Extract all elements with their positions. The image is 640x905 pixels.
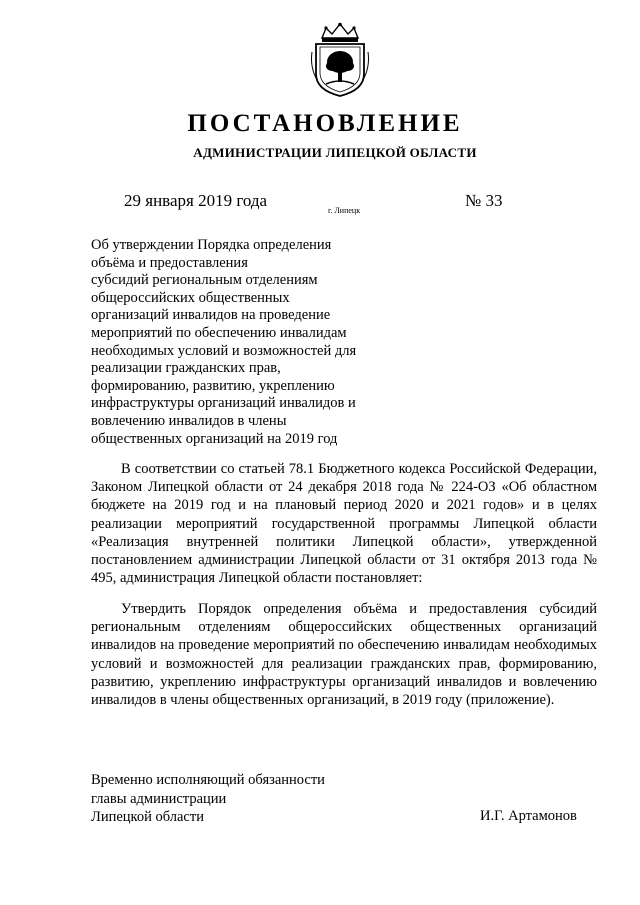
subject-line: субсидий региональным отделениям <box>91 272 318 289</box>
document-number: № 33 <box>465 191 503 210</box>
signatory-position-line: главы администрации <box>91 790 227 807</box>
subject-line: реализации гражданских прав, <box>91 360 281 377</box>
subject-line: объёма и предоставления <box>91 254 248 271</box>
document-subject <box>91 237 391 448</box>
subject-line: инфраструктуры организаций инвалидов и <box>91 395 356 412</box>
subject-line: необходимых условий и возможностей для <box>91 342 357 359</box>
subject-line: общероссийских общественных <box>91 289 290 306</box>
signatory-name: И.Г. Артамонов <box>480 808 577 824</box>
signatory-position-line: Временно исполняющий обязанности <box>91 772 325 788</box>
subject-line: Об утверждении Порядка определения <box>91 237 332 253</box>
body-paragraph-preamble: В соответствии со статьей 78.1 Бюджетного кодекса Российской Федерации, Законом Липецкой области от 24 декабря 2018 года № 224-ОЗ «Об областном бюджете на 2019 год и на плановый период 2020 и 2021 годов» и в целях реализации мероприятий государственной программы Липецкой области «Реализация внутренней политики Липецкой области», утвержденной постановлением администрации Липецкой области от 31 октября 2013 года № 495, администрация Липецкой области постановляет: <box>91 461 597 587</box>
document-date: 29 января 2019 года <box>124 191 268 210</box>
subject-line: мероприятий по обеспечению инвалидам <box>91 324 347 341</box>
subject-line: общественных организаций на 2019 год <box>91 430 338 447</box>
subject-line: формированию, развитию, укреплению <box>91 377 335 394</box>
document-title: ПОСТАНОВЛЕНИЕ <box>187 110 463 137</box>
document-city: г. Липецк <box>328 206 361 215</box>
document-subtitle: АДМИНИСТРАЦИИ ЛИПЕЦКОЙ ОБЛАСТИ <box>193 145 477 160</box>
coat-of-arms-icon <box>308 22 372 98</box>
signatory-position <box>91 771 325 827</box>
body-paragraph-resolution: Утвердить Порядок определения объёма и предоставления субсидий региональным отделениям общероссийских общественных организаций инвалидов на проведение мероприятий по обеспечению инвалидам необходимых условий и возможностей для реализации гражданских прав, формированию, развитию, укреплению инфраструктуры организаций инвалидов и вовлечению инвалидов в члены общественных организаций, в 2019 году (приложение). <box>91 601 597 709</box>
subject-line: организаций инвалидов на проведение <box>91 307 331 324</box>
signatory-position-line: Липецкой области <box>91 809 204 825</box>
subject-line: вовлечению инвалидов в члены <box>91 412 287 429</box>
